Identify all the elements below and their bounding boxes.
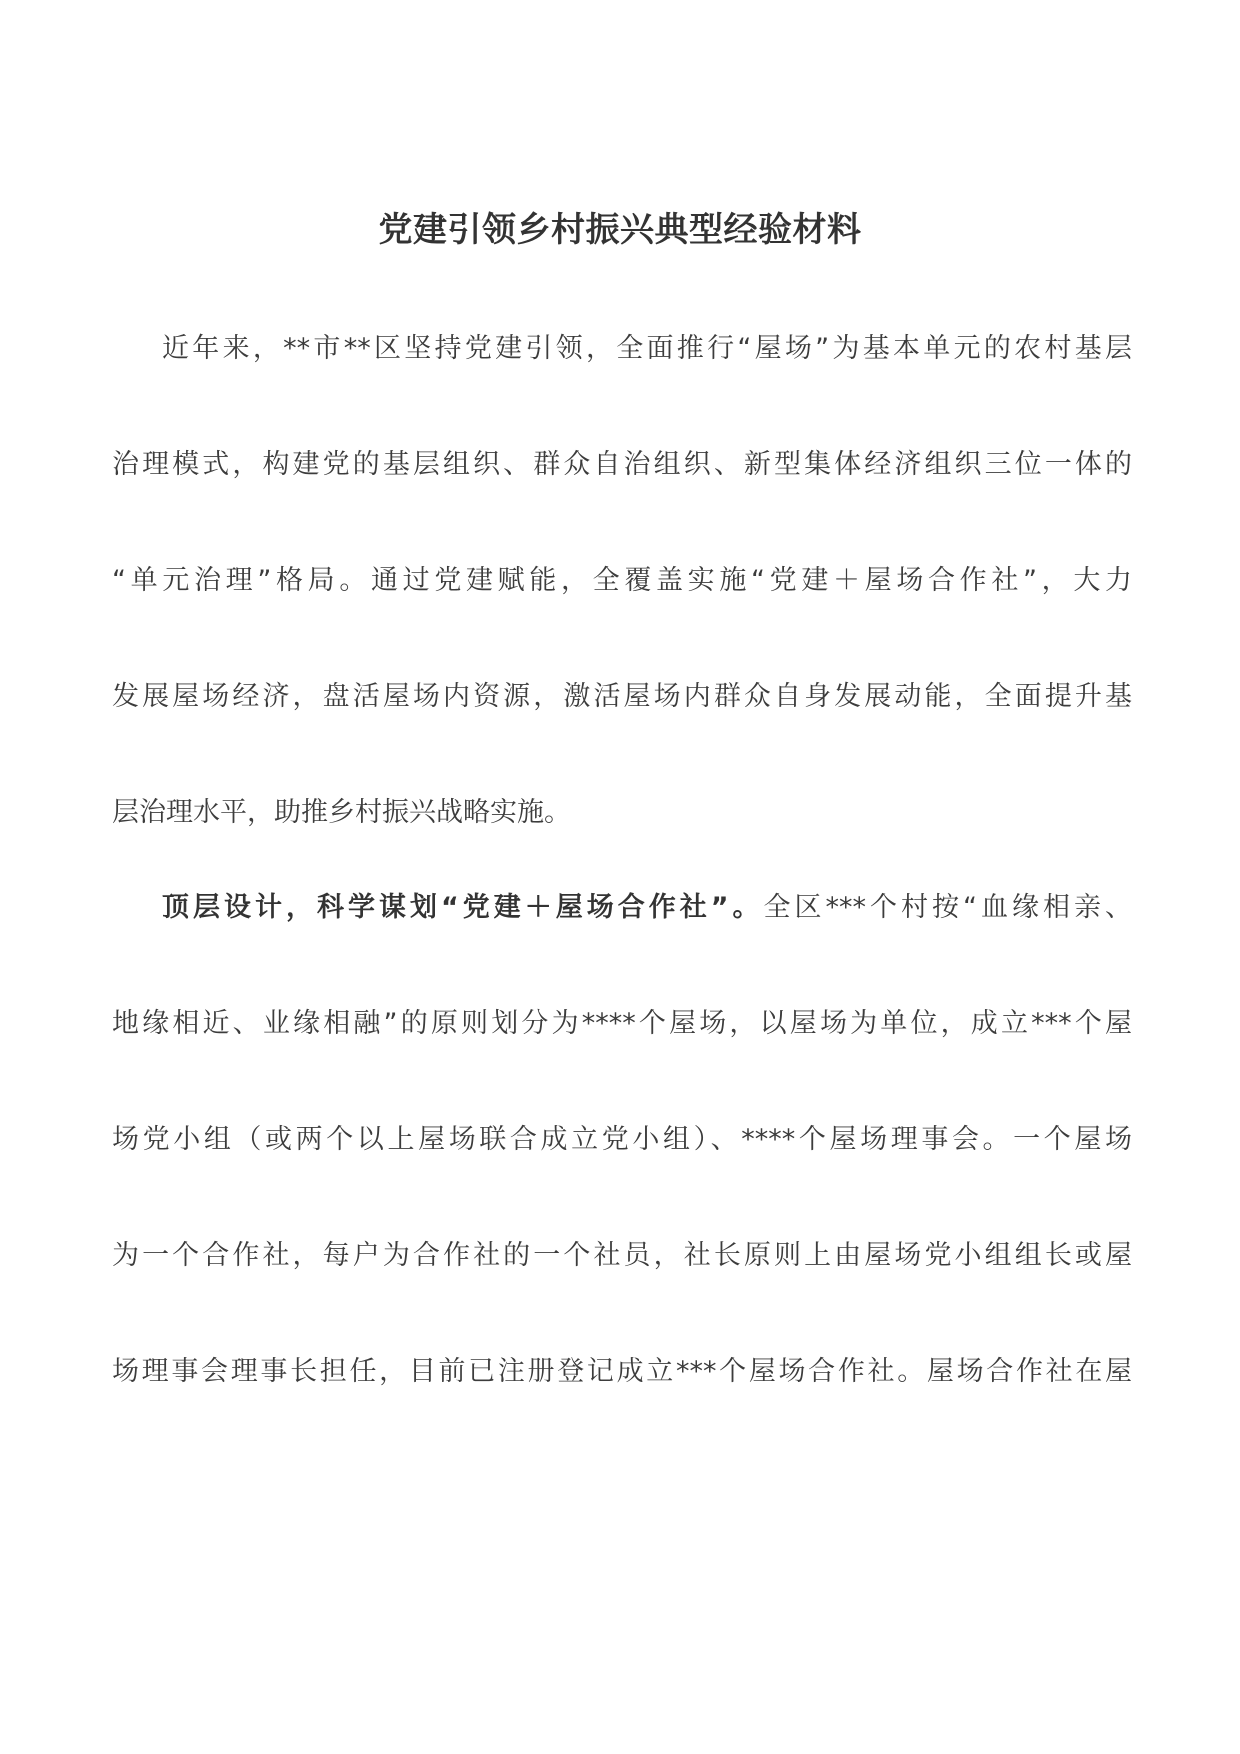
paragraph-1-line-5: 层治理水平，助推乡村振兴战略实施。 (112, 797, 571, 828)
paragraph-2-line-2: 地缘相近、业缘相融”的原则划分为****个屋场，以屋场为单位，成立***个屋 (112, 1008, 1132, 1039)
paragraph-2-lead-heading: 顶层设计，科学谋划“党建＋屋场合作社”。 (162, 892, 764, 923)
paragraph-1-line-4: 发展屋场经济，盘活屋场内资源，激活屋场内群众自身发展动能，全面提升基 (112, 681, 1132, 712)
document-title: 党建引领乡村振兴典型经验材料 (378, 210, 862, 250)
paragraph-1-line-2: 治理模式，构建党的基层组织、群众自治组织、新型集体经济组织三位一体的 (112, 449, 1132, 480)
paragraph-2-line-3: 场党小组（或两个以上屋场联合成立党小组）、****个屋场理事会。一个屋场 (112, 1124, 1132, 1155)
paragraph-2-line-1-text: 全区***个村按“血缘相亲、 (763, 892, 1132, 923)
paragraph-1-line-1: 近年来，**市**区坚持党建引领，全面推行“屋场”为基本单元的农村基层 (162, 333, 1132, 364)
paragraph-2-line-1 (162, 884, 1132, 932)
paragraph-2-line-5: 场理事会理事长担任，目前已注册登记成立***个屋场合作社。屋场合作社在屋 (112, 1356, 1132, 1387)
paragraph-1-line-3: “单元治理”格局。通过党建赋能，全覆盖实施“党建＋屋场合作社”，大力 (112, 565, 1132, 596)
paragraph-2-line-4: 为一个合作社，每户为合作社的一个社员，社长原则上由屋场党小组组长或屋 (112, 1240, 1132, 1271)
